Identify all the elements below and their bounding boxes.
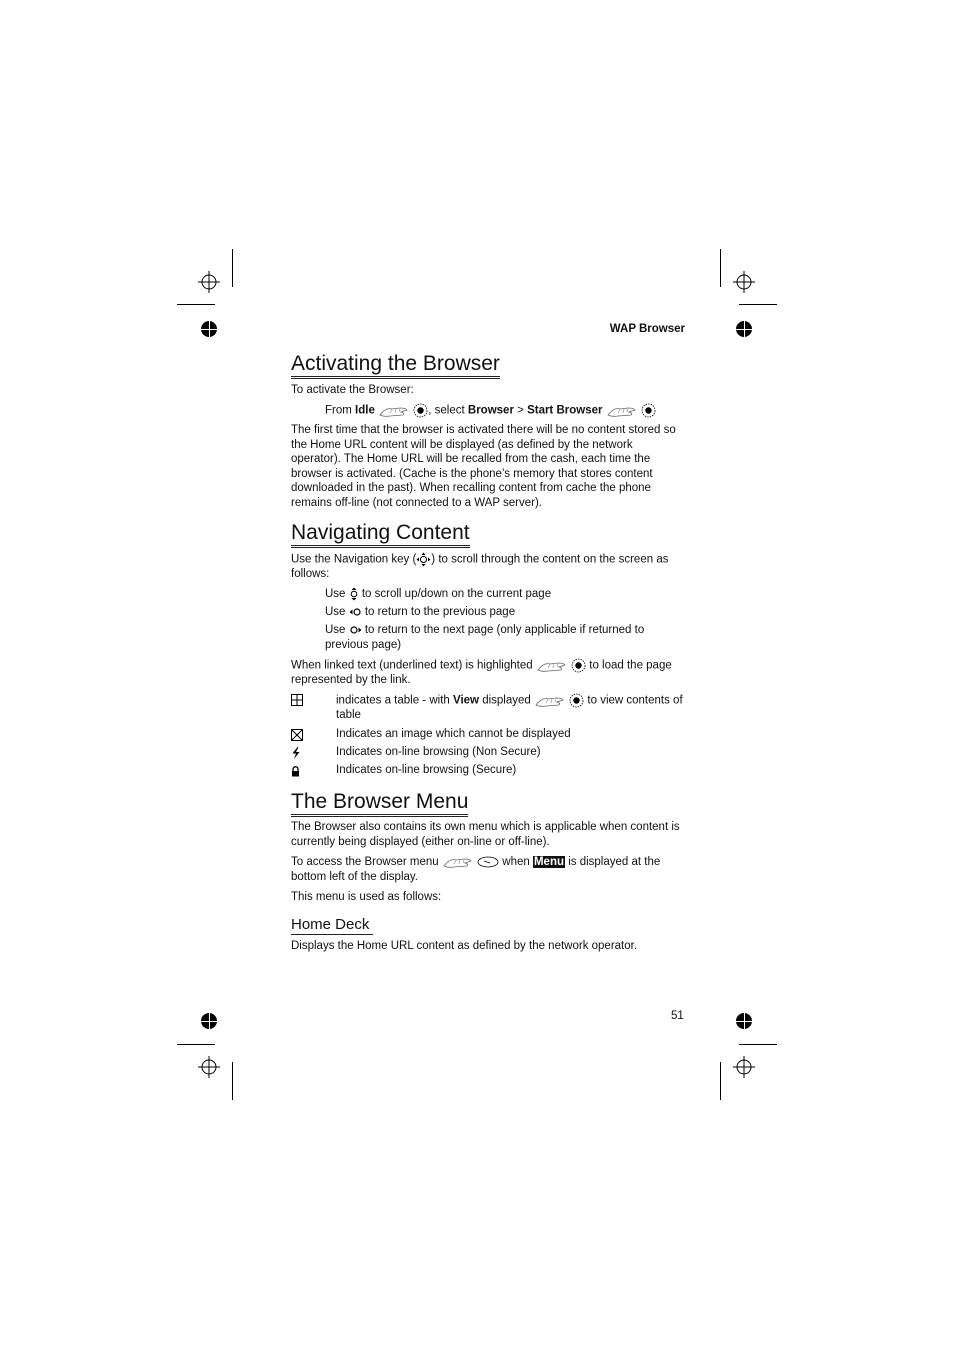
symbol-text-image: Indicates an image which cannot be displayed bbox=[336, 728, 571, 740]
hand-press-icon bbox=[606, 404, 638, 418]
registration-dot-icon bbox=[201, 321, 217, 337]
registration-target-icon bbox=[198, 271, 220, 293]
crop-mark-top-right-vertical bbox=[720, 249, 721, 287]
heading-home-deck bbox=[291, 916, 373, 935]
use-text: to return to the next page (only applicable if returned to previous page) bbox=[325, 624, 645, 651]
start-browser-keyword: Start Browser bbox=[527, 404, 603, 417]
heading-text: Activating the Browser bbox=[291, 352, 500, 379]
browser-menu-usage: This menu is used as follows: bbox=[291, 891, 442, 903]
nav-key-left-icon bbox=[349, 607, 362, 617]
crop-mark-top-left-horizontal bbox=[177, 304, 215, 305]
heading-text: Home Deck bbox=[291, 916, 373, 935]
symbol-row-table bbox=[291, 693, 685, 723]
page-number: 51 bbox=[671, 1010, 684, 1022]
use-text: to return to the previous page bbox=[364, 606, 516, 618]
nav-key-four-way-icon bbox=[416, 552, 431, 567]
crop-mark-top-left-vertical bbox=[232, 249, 233, 287]
hand-press-icon bbox=[536, 659, 568, 673]
activating-body: The first time that the browser is activated there will be no content stored so the Home URL content will be displayed (as defined by the network operator). The Home URL will be recalled from the cash, each time the browser is activated. (Cache is the phone’s memory that stores content downloaded in the past). When recalling content from cache the phone remains off-line (not connected to a WAP server). bbox=[291, 424, 676, 509]
soft-key-icon bbox=[477, 856, 499, 868]
symbol-row-image bbox=[291, 727, 685, 743]
heading-browser-menu bbox=[291, 790, 468, 817]
nav-key-select-icon bbox=[413, 403, 428, 418]
nav-key-up-down-icon bbox=[349, 587, 359, 601]
symbol-text-secure: Indicates on-line browsing (Secure) bbox=[336, 764, 517, 776]
use-prefix: Use bbox=[325, 606, 346, 618]
access-text-a: To access the Browser menu bbox=[291, 856, 439, 869]
use-prefix: Use bbox=[325, 588, 346, 601]
hand-press-icon bbox=[378, 404, 410, 418]
intro-text-b: ) to scroll through the content on the screen as follows: bbox=[291, 553, 669, 581]
crop-mark-top-right-horizontal bbox=[739, 304, 777, 305]
registration-target-icon bbox=[733, 271, 755, 293]
hand-press-icon bbox=[442, 855, 474, 869]
access-when: when bbox=[502, 856, 530, 869]
running-header: WAP Browser bbox=[609, 323, 685, 335]
crop-mark-bottom-left-horizontal bbox=[177, 1044, 215, 1045]
registration-target-icon bbox=[198, 1056, 220, 1078]
symbol-text-table bbox=[336, 693, 685, 723]
heading-activating-browser bbox=[291, 352, 500, 379]
registration-dot-icon bbox=[201, 1013, 217, 1029]
table-text-b: displayed bbox=[482, 694, 531, 707]
browser-menu-intro: The Browser also contains its own menu which is applicable when content is currently being displayed (either on-line or off-line). bbox=[291, 821, 680, 848]
use-item-up-down bbox=[325, 587, 685, 602]
symbol-text-nonsecure: Indicates on-line browsing (Non Secure) bbox=[336, 746, 541, 758]
registration-dot-icon bbox=[736, 1013, 752, 1029]
nav-key-select-icon bbox=[641, 403, 656, 418]
registration-dot-icon bbox=[736, 321, 752, 337]
nav-key-select-icon bbox=[571, 658, 586, 673]
menu-softkey-label: Menu bbox=[533, 856, 564, 869]
access-text-b: is displayed at the bottom left of the display. bbox=[291, 856, 661, 883]
activating-instruction bbox=[325, 403, 685, 418]
navigating-intro bbox=[291, 552, 685, 582]
linked-text-a: When linked text (underlined text) is highlighted bbox=[291, 659, 533, 672]
registration-target-icon bbox=[733, 1056, 755, 1078]
heading-navigating-content bbox=[291, 521, 470, 548]
nav-key-right-icon bbox=[349, 625, 362, 635]
browser-menu-access bbox=[291, 855, 685, 884]
symbol-row-secure bbox=[291, 763, 685, 779]
crop-mark-bottom-left-vertical bbox=[232, 1062, 233, 1100]
lock-icon bbox=[291, 766, 300, 777]
linked-text-paragraph bbox=[291, 658, 685, 688]
symbol-row-nonsecure bbox=[291, 745, 685, 761]
use-item-left bbox=[325, 605, 685, 620]
activating-intro: To activate the Browser: bbox=[291, 384, 414, 396]
table-icon bbox=[291, 694, 303, 706]
use-text: to scroll up/down on the current page bbox=[361, 588, 552, 601]
linked-text-b: to load the page represented by the link. bbox=[291, 659, 672, 687]
from-text: From bbox=[325, 404, 352, 417]
browser-keyword: Browser bbox=[467, 404, 514, 417]
home-deck-body: Displays the Home URL content as defined by the network operator. bbox=[291, 940, 638, 952]
hand-press-icon bbox=[534, 694, 566, 708]
crop-mark-bottom-right-vertical bbox=[720, 1062, 721, 1100]
table-text-c: to view contents of table bbox=[336, 694, 683, 722]
broken-image-icon bbox=[291, 729, 303, 741]
heading-text: The Browser Menu bbox=[291, 790, 468, 817]
heading-text: Navigating Content bbox=[291, 521, 470, 548]
gt-text: > bbox=[517, 404, 524, 417]
idle-keyword: Idle bbox=[355, 404, 375, 417]
crop-mark-bottom-right-horizontal bbox=[739, 1044, 777, 1045]
intro-text-a: Use the Navigation key ( bbox=[291, 553, 417, 566]
lightning-icon bbox=[291, 747, 301, 759]
table-text-a: indicates a table - with bbox=[336, 694, 450, 707]
nav-key-select-icon bbox=[569, 693, 584, 708]
select-text: , select bbox=[428, 404, 465, 417]
use-prefix: Use bbox=[325, 624, 346, 636]
use-item-right bbox=[325, 623, 685, 652]
view-keyword: View bbox=[453, 694, 479, 707]
